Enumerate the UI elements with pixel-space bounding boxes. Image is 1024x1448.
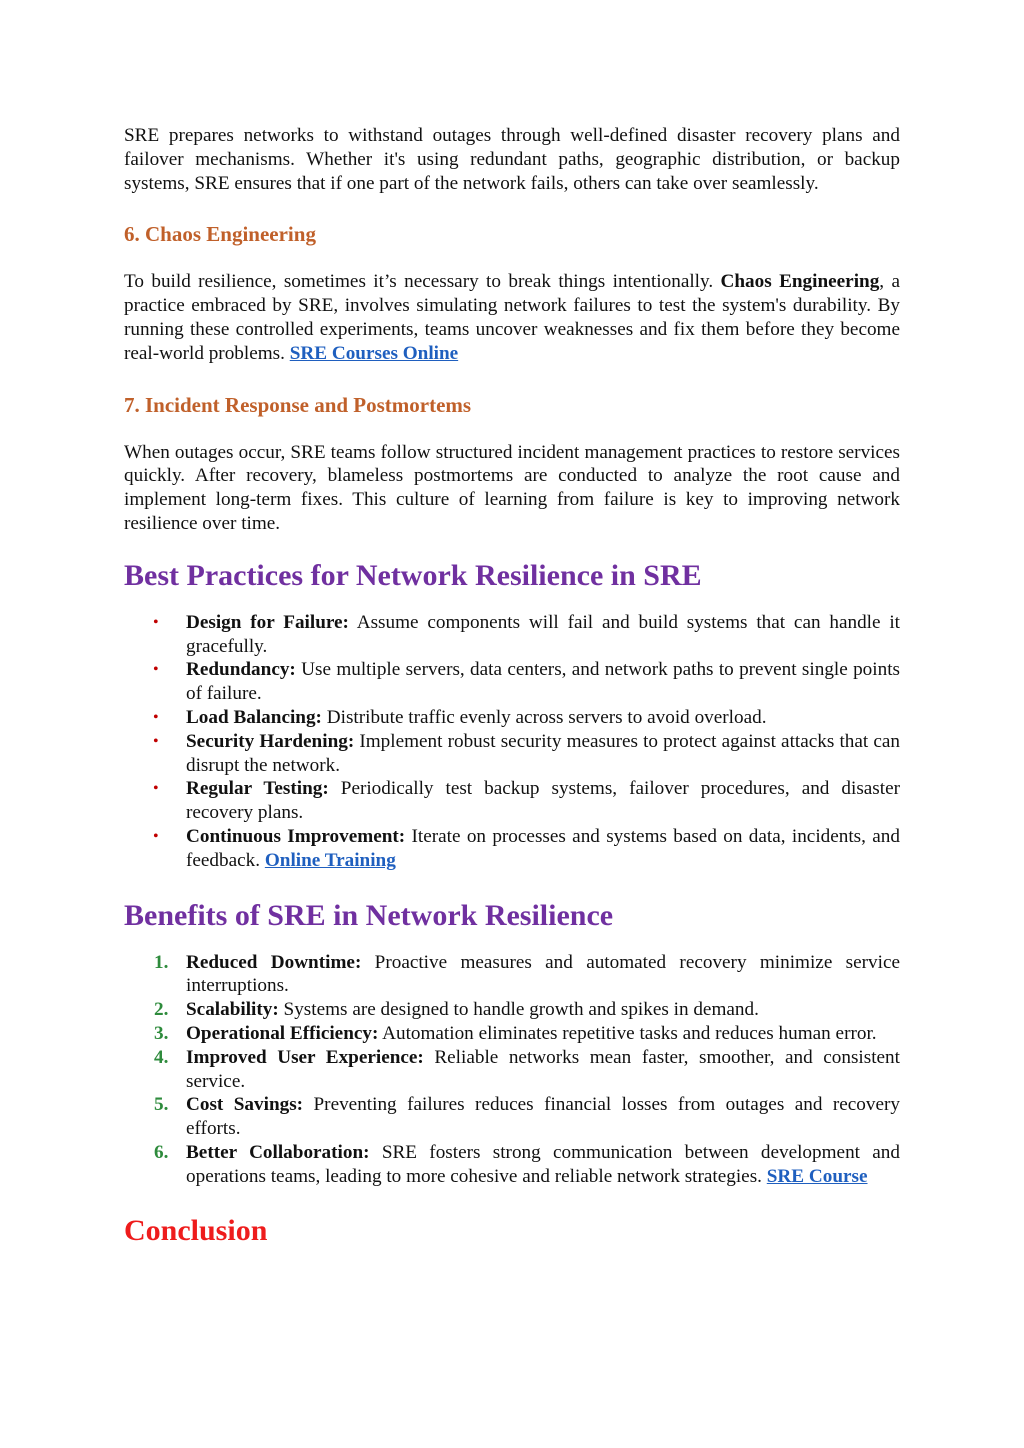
- incident-paragraph: When outages occur, SRE teams follow structured incident management practices to restore services quickly. After recovery, blameless postmortems are conducted to analyze the root cause and implement long-term fixes. This culture of learning from failure is key to improving network resilience over time.: [124, 441, 900, 534]
- item-text: SRE fosters strong communication between development and operations teams, leading to more cohesive and reliable network strategies.: [186, 1141, 900, 1187]
- item-term: Cost Savings:: [186, 1094, 304, 1116]
- sre-courses-online-link[interactable]: SRE Courses Online: [289, 342, 459, 364]
- item-text: Distribute traffic evenly across servers to avoid overload.: [321, 706, 767, 728]
- online-training-link[interactable]: Online Training: [264, 849, 396, 871]
- item-term: Reduced Downtime:: [186, 951, 362, 973]
- bullet-icon: •: [153, 827, 159, 845]
- item-term: Load Balancing:: [186, 706, 322, 728]
- bullet-icon: •: [153, 661, 159, 679]
- item-number: 2.: [154, 999, 169, 1021]
- list-item: [124, 1046, 900, 1094]
- item-text: Reliable networks mean faster, smoother, and consistent service.: [186, 1046, 900, 1092]
- item-term: Better Collaboration:: [186, 1141, 370, 1163]
- item-number: 6.: [154, 1141, 169, 1163]
- item-term: Improved User Experience:: [186, 1046, 424, 1068]
- bullet-icon: •: [153, 780, 159, 798]
- item-text: Systems are designed to handle growth and spikes in demand.: [278, 999, 759, 1021]
- item-number: 1.: [154, 951, 169, 973]
- list-item: [124, 706, 900, 730]
- item-term: Regular Testing:: [186, 778, 329, 800]
- document-page: [124, 124, 900, 1249]
- heading-conclusion: Conclusion: [124, 1213, 268, 1247]
- item-text: Assume components will fail and build systems that can handle it gracefully.: [186, 611, 900, 657]
- item-term: Security Hardening:: [186, 730, 355, 752]
- item-number: 3.: [154, 1022, 169, 1044]
- list-item: [124, 1022, 900, 1046]
- item-number: 4.: [154, 1046, 169, 1068]
- list-item: [124, 1093, 900, 1141]
- item-text: Preventing failures reduces financial losses from outages and recovery efforts.: [186, 1094, 900, 1140]
- list-item: [124, 730, 900, 778]
- heading-incident-response: 7. Incident Response and Postmortems: [124, 392, 472, 417]
- list-item: [124, 1141, 900, 1189]
- chaos-paragraph: [124, 270, 900, 365]
- item-text: Use multiple servers, data centers, and network paths to prevent single points of failure.: [186, 659, 900, 705]
- heading-best-practices: Best Practices for Network Resilience in SRE: [124, 558, 702, 592]
- item-text: Automation eliminates repetitive tasks and reduces human error.: [378, 1022, 877, 1044]
- chaos-bold-term: Chaos Engineering: [720, 271, 880, 293]
- bullet-icon: •: [153, 613, 159, 631]
- benefits-list: [124, 951, 900, 1189]
- item-text: Implement robust security measures to protect against attacks that can disrupt the network.: [186, 730, 900, 776]
- chaos-text-before: To build resilience, sometimes it’s necessary to break things intentionally.: [124, 271, 721, 293]
- list-item: [124, 825, 900, 873]
- list-item: [124, 998, 900, 1022]
- item-text: Periodically test backup systems, failover procedures, and disaster recovery plans.: [186, 778, 901, 824]
- list-item: [124, 951, 900, 999]
- list-item: [124, 777, 900, 825]
- best-practices-list: [124, 611, 900, 873]
- heading-benefits: Benefits of SRE in Network Resilience: [124, 898, 614, 932]
- heading-chaos-engineering: 6. Chaos Engineering: [124, 222, 316, 247]
- item-term: Redundancy:: [186, 659, 296, 681]
- list-item: [124, 611, 900, 659]
- item-term: Continuous Improvement:: [186, 825, 406, 847]
- item-text: Proactive measures and automated recovery minimize service interruptions.: [186, 951, 900, 997]
- item-number: 5.: [154, 1094, 169, 1116]
- bullet-icon: •: [153, 732, 159, 750]
- intro-paragraph: SRE prepares networks to withstand outages through well-defined disaster recovery plans and failover mechanisms. Whether it's using redundant paths, geographic distribution, or backup systems, SRE ensures that if one part of the network fails, others can take over seamlessly.: [124, 125, 900, 194]
- item-term: Operational Efficiency:: [186, 1022, 379, 1044]
- chaos-text-after: , a practice embraced by SRE, involves simulating network failures to test the system's durability. By running these controlled experiments, teams uncover weaknesses and fix them before they become real-world problems.: [124, 271, 900, 364]
- sre-course-link[interactable]: SRE Course: [766, 1165, 868, 1187]
- item-term: Design for Failure:: [186, 611, 349, 633]
- item-term: Scalability:: [186, 999, 279, 1021]
- item-text: Iterate on processes and systems based on data, incidents, and feedback.: [186, 825, 900, 871]
- bullet-icon: •: [153, 708, 159, 726]
- list-item: [124, 658, 900, 706]
